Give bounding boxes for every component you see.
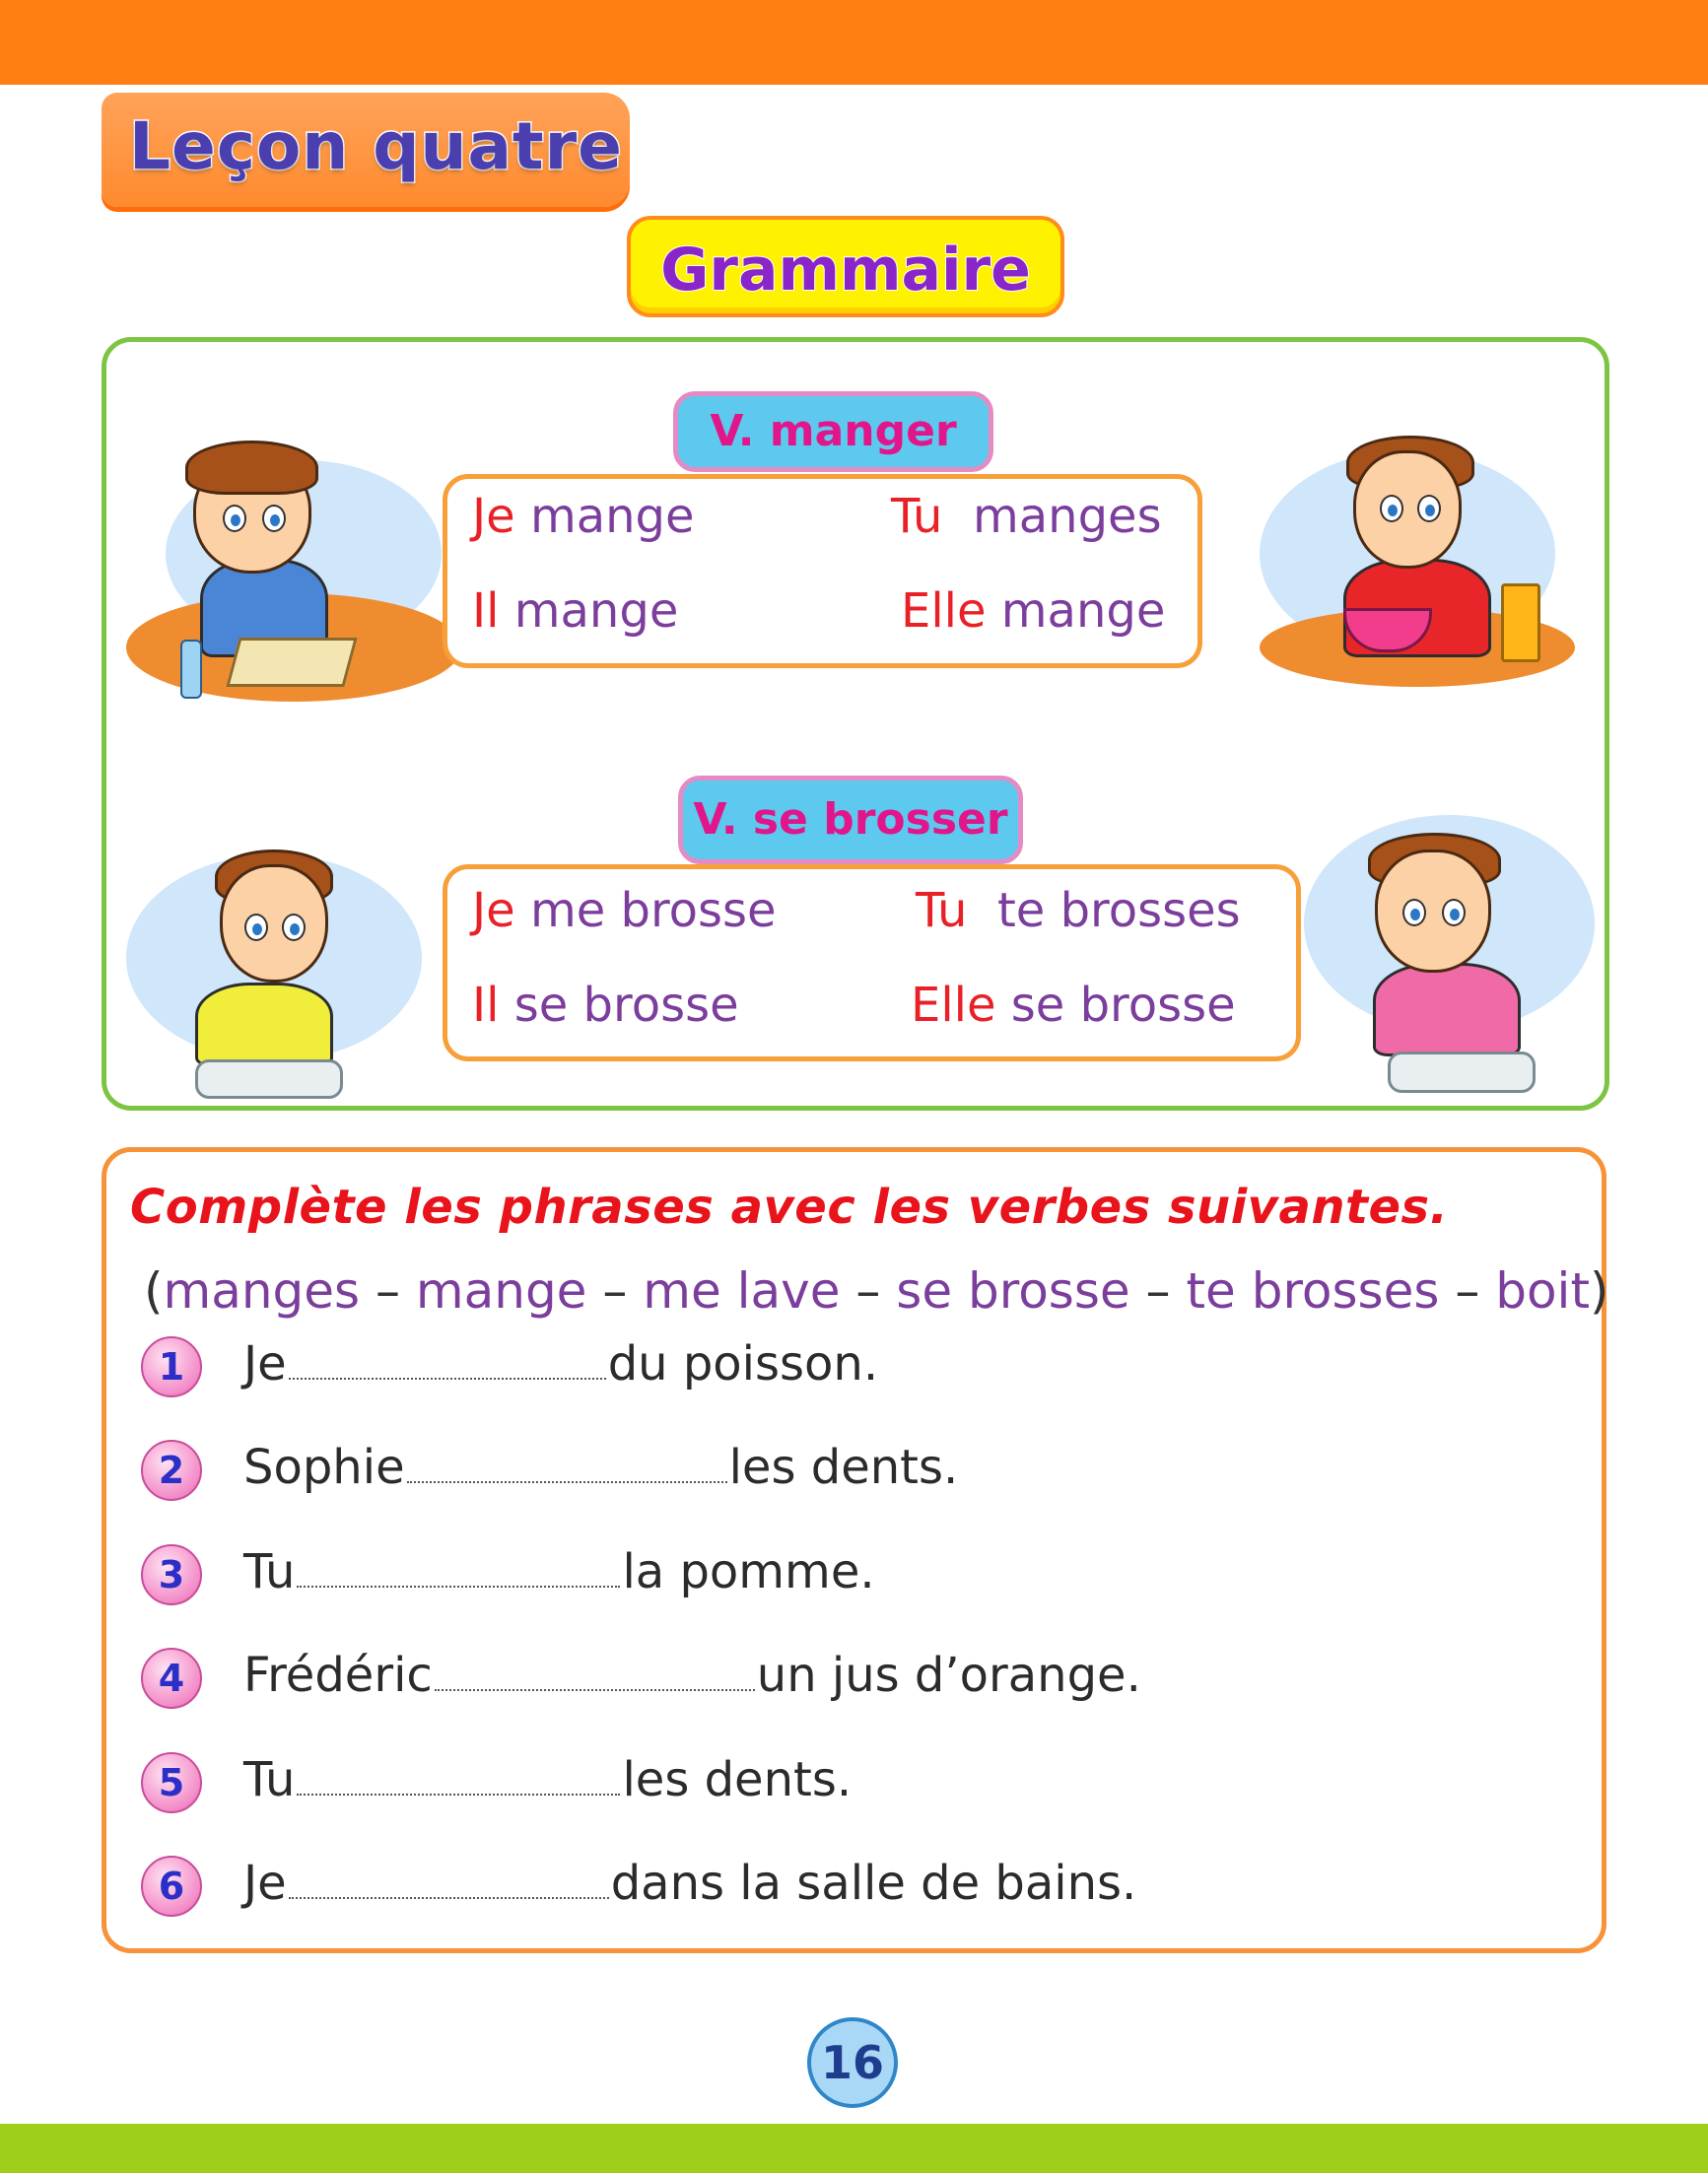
word-bank-word: me lave [643, 1262, 841, 1320]
girl-eating-illustration [1260, 431, 1585, 687]
exercise-panel [102, 1147, 1609, 1953]
answer-blank[interactable] [407, 1444, 727, 1483]
answer-blank[interactable] [435, 1652, 755, 1691]
manger-conjugation-box [443, 474, 1202, 668]
exercise-item-5: 5 Tu les dents. [141, 1750, 1521, 1819]
girl-brushing-illustration [1304, 815, 1600, 1096]
conjugation-je: Je me brosse [472, 883, 777, 938]
conjugation-elle: Elle se brosse [911, 978, 1236, 1033]
item-number-badge: 5 [141, 1752, 202, 1813]
section-banner [627, 216, 1064, 317]
word-bank-word: te brosses [1186, 1262, 1440, 1320]
item-number-badge: 4 [141, 1648, 202, 1709]
lesson-title: Leçon quatre [129, 108, 623, 184]
boy-eating-illustration [126, 411, 451, 677]
section-title: Grammaire [660, 236, 1031, 305]
grammar-panel [102, 337, 1609, 1111]
exercise-instruction: Complète les phrases avec les verbes suivantes. [130, 1180, 1449, 1235]
lesson-banner [102, 93, 630, 207]
exercise-item-6: 6 Je dans la salle de bains. [141, 1854, 1521, 1923]
word-bank: (manges – mange – me lave – se brosse – te brosses – boit) [144, 1262, 1609, 1320]
conjugation-je: Je mange [472, 489, 695, 544]
answer-blank[interactable] [297, 1548, 620, 1588]
item-number-badge: 3 [141, 1544, 202, 1605]
conjugation-il: Il mange [472, 583, 679, 639]
exercise-item-4: 4 Frédéric un jus d’orange. [141, 1646, 1521, 1715]
answer-blank[interactable] [289, 1340, 606, 1380]
word-bank-word: se brosse [896, 1262, 1130, 1320]
conjugation-il: Il se brosse [472, 978, 739, 1033]
boy-brushing-illustration [126, 835, 422, 1101]
exercise-item-2: 2 Sophie les dents. [141, 1438, 1521, 1507]
conjugation-tu: Tu manges [891, 489, 1162, 544]
answer-blank[interactable] [297, 1756, 620, 1796]
item-number-badge: 1 [141, 1336, 202, 1397]
se-brosser-conjugation-box [443, 864, 1301, 1061]
item-number-badge: 6 [141, 1856, 202, 1917]
bottom-color-bar [0, 2124, 1708, 2173]
exercise-item-3: 3 Tu la pomme. [141, 1542, 1521, 1611]
conjugation-tu: Tu te brosses [916, 883, 1241, 938]
page-number: 16 [807, 2017, 898, 2108]
conjugation-elle: Elle mange [901, 583, 1166, 639]
word-bank-word: boit [1495, 1262, 1591, 1320]
exercise-item-1: 1 Je du poisson. [141, 1334, 1521, 1403]
word-bank-word: manges [163, 1262, 361, 1320]
word-bank-word: mange [415, 1262, 587, 1320]
verb-se-brosser-title: V. se brosser [678, 776, 1023, 864]
answer-blank[interactable] [289, 1860, 609, 1899]
item-number-badge: 2 [141, 1440, 202, 1501]
verb-manger-title: V. manger [673, 391, 993, 472]
top-color-bar [0, 0, 1708, 85]
